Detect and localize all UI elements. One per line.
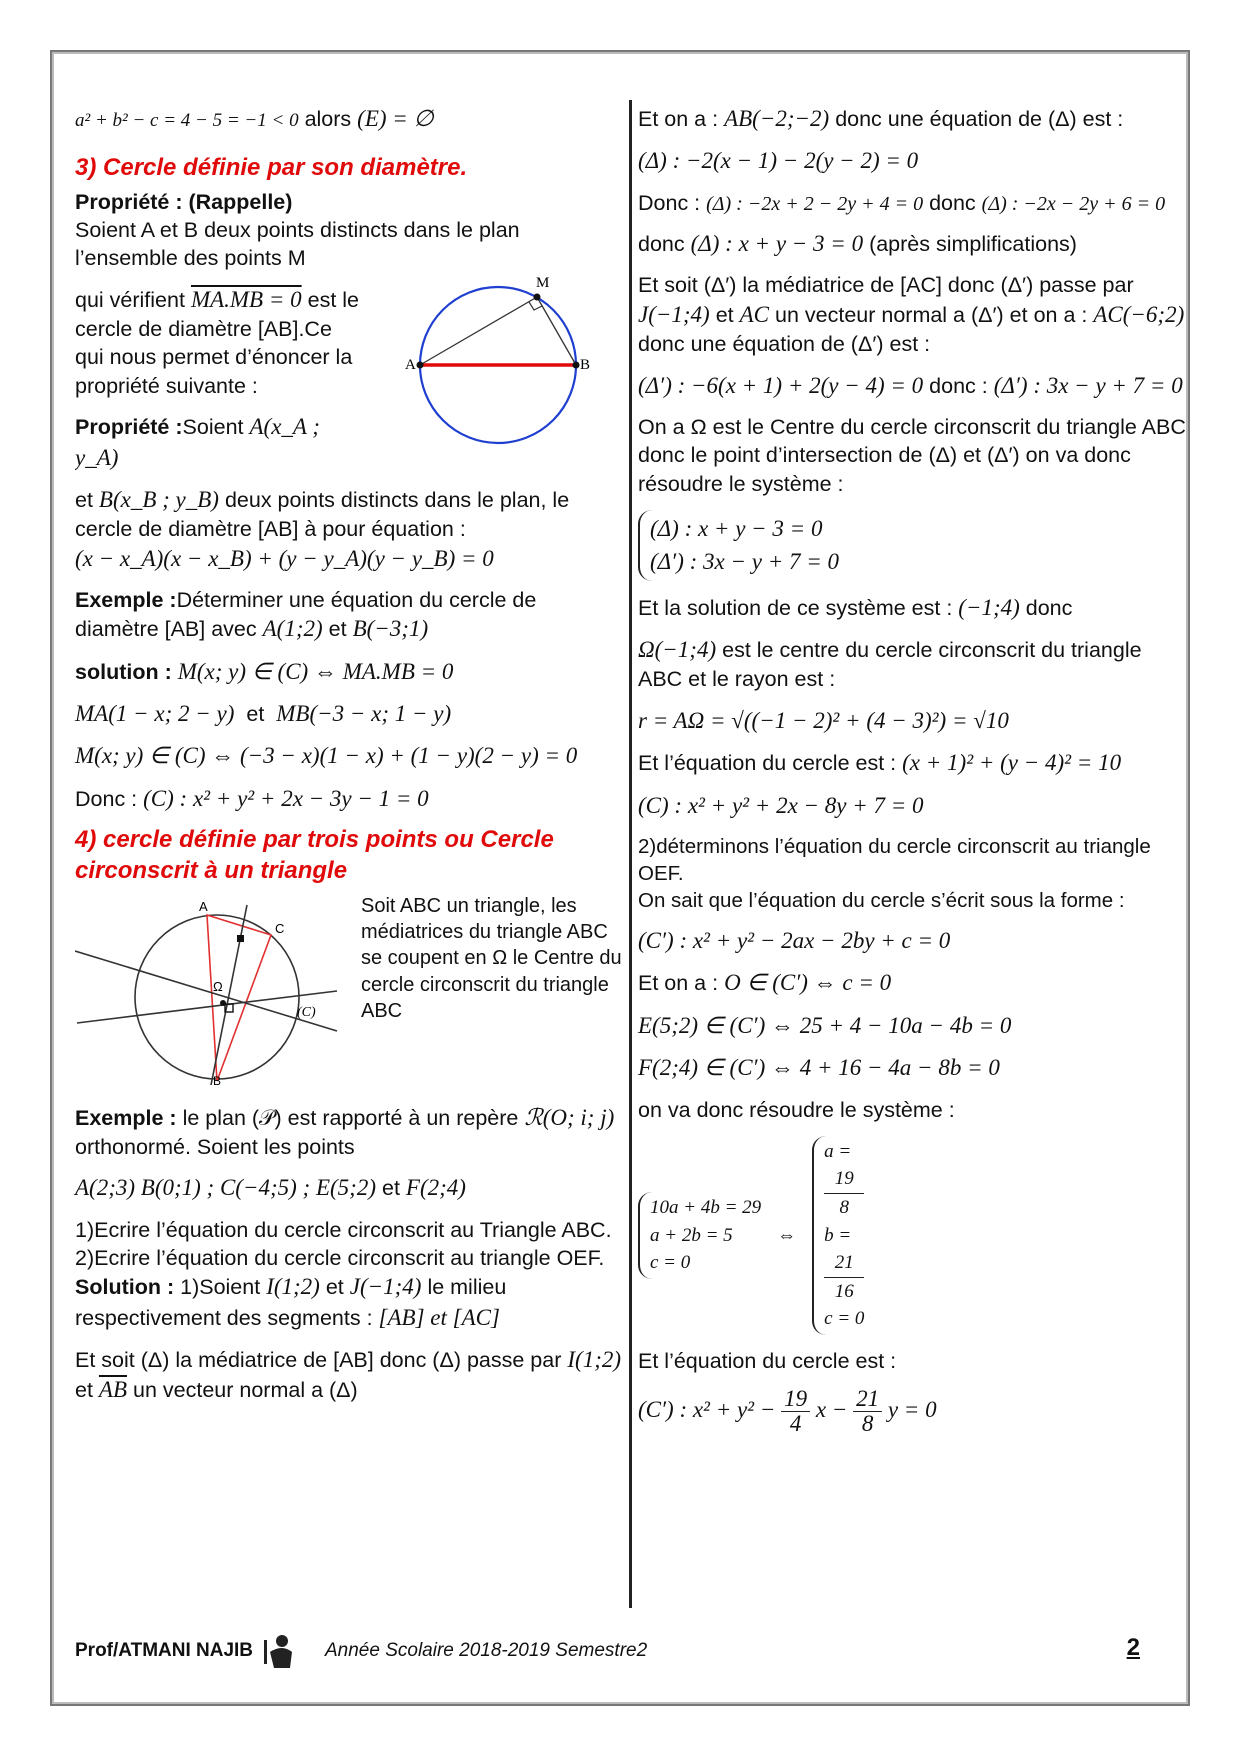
system-2-solution: a = 19 8 b = 21 16 c = 0 bbox=[812, 1136, 864, 1335]
segment-am bbox=[420, 297, 537, 365]
system-2-block: 10a + 4b = 29 a + 2b = 5 c = 0 ⇔ a = 19 8 b = 21 16 c = 0 bbox=[638, 1136, 1186, 1335]
property-text: Soient A et B deux points distincts dans le plan l’ensemble des points M bbox=[75, 217, 520, 271]
segment-mb bbox=[537, 297, 576, 365]
diameter-block: M A B qui vérifient MA.MB = 0 est le cercle de diamètre [AB].Ce qui nous permet d’énoncer la propriété suivante : Propriété :Soient A(x_A ; y_A) bbox=[75, 273, 623, 473]
label-c2: C bbox=[275, 920, 285, 936]
circumcircle-figure bbox=[75, 899, 347, 1085]
property-recall-label: Propriété : (Rappelle) bbox=[75, 189, 293, 214]
label-b: B bbox=[580, 356, 591, 373]
label-a: A bbox=[405, 356, 416, 373]
label-circle: (C) bbox=[297, 1004, 316, 1020]
author-name: Prof/ATMANI NAJIB bbox=[75, 1640, 254, 1661]
final-equation: (C′) : x² + y² − $\frac{19}{4}$ x − $\frac{21}{8}$ y = 0 bbox=[638, 1386, 937, 1437]
right-column: Et on a : AB(−2;−2) donc une équation de (Δ) est : (Δ) : −2(x − 1) − 2(y − 2) = 0 Donc : (Δ) : −2x + 2 − 2y + 4 = 0 donc (Δ) : −2x − 2y + 6 = 0 donc (Δ) : x + y − 3 = 0 (après simplifications) Et soit (Δ′) la médiatrice de [AC] donc (Δ′) passe par J(−1;4) et AC un vecteur normal a (Δ′) et on a : AC(−6;2) donc une équation de (Δ′) est : (Δ′) : −6(x + 1) + 2(y − 4) = 0 donc : (Δ′) : 3x − y + 7 = 0 On a Ω est le Centre du cercle circonscrit du triangle ABC donc le point d’intersection de (Δ) et (Δ′) on va donc résoudre le système : (Δ) : x + y − 3 = 0 (Δ′) : 3x − y + 7 = 0 Et la solution de ce système est : (−1;4) donc Ω(−1;4) est le centre du cercle circonscrit du triangle ABC et le rayon est : r = AΩ = √((−1 − 2)² + (4 − 3)²) = √10 Et l’équation du cercle est : (x + 1)² + (y − 4)² = 10 (C) : x² + y² + 2x − 8y + 7 = 0 2)déterminons l’équation du cercle circonscrit au triangle OEF. On sait que l’équation du cercle s’écrit sous la forme : (C′) : x² + y² − 2ax − 2by + c = 0 Et on a : O ∈ (C′) ⇔ c = 0 E(5;2) ∈ (C′) ⇔ 25 + 4 − 10a − 4b = 0 F(2;4) ∈ (C′) ⇔ 4 + 16 − 4a − 8b = 0 on va donc résoudre le système : 10a + 4b = 29 a + 2b = 5 c = 0 ⇔ a = 19 8 b = 21 16 c = 0 Et l’équation du cercle est : (C′) : x² + y² − $\frac{19}{4}$ x − $\frac{21}{8}$ y = 0 bbox=[638, 106, 1186, 1437]
section-3-title: 3) Cercle définie par son diamètre. bbox=[75, 154, 468, 182]
section-4-title: 4) cercle définie par trois points ou Cercle circonscrit à un triangle bbox=[75, 826, 554, 885]
author-logo-icon bbox=[260, 1632, 300, 1672]
label-m: M bbox=[536, 274, 550, 291]
label-omega: Ω bbox=[213, 978, 223, 994]
intro-line: a² + b² − c = 4 − 5 = −1 < 0 alors (E) = ∅ bbox=[75, 106, 434, 131]
left-column: a² + b² − c = 4 − 5 = −1 < 0 alors (E) = ∅ 3) Cercle définie par son diamètre. Propriété : (Rappelle) Soient A et B deux points distincts dans le plan l’ensemble des points M M A B qui vérifient MA.MB = 0 est le cercle de diamètre [AB].Ce qui nous permet d’énoncer la propriété suivante : Propriété :Soient A(x_A ; y_A) et B(x_B ; y_B) deux points distincts dans le plan, le cercle de diamètre [AB] à pour équation : (x − x_A)(x − x_B) + (y − y_A)(y − y_B) = 0 Exemple :Déterminer une équation du cercle de diamètre [AB] avec A(1;2) et B(−3;1) solution : M(x; y) ∈ (C) ⇔ MA.MB = 0 MA(1 − x; 2 − y) et MB(−3 − x; 1 − y) M(x; y) ∈ (C) ⇔ (−3 − x)(1 − x) + (1 − y)(2 − y) = 0 Donc : (C) : x² + y² + 2x − 3y − 1 = 0 4) cercle définie par trois points ou Cercle circonscrit à un triangle A C Ω (C) B Soit ABC un triangle, les médiatrices du triangle ABC se coupent en Ω le Centre du cercle circonscrit du triangle ABC Exemple : le plan (𝒫) est rapporté à un repère ℛ(O; i; j) orthonormé. Soient les points A(2;3) B(0;1) ; C(−4;5) ; E(5;2) et F(2;4) 1)Ecrire l’équation du cercle circonscrit au Triangle ABC. 2)Ecrire l’équation du cercle circonscrit au triangle OEF. Solution : 1)Soient I(1;2) et J(−1;4) le milieu respectivement des segments : [AB] et [AC] Et soit (Δ) la médiatrice de [AB] donc (Δ) passe par I(1;2) et $\overline{AB}$ un vecteur normal a (Δ) bbox=[75, 106, 622, 1403]
label-a2: A bbox=[199, 898, 208, 914]
label-b2: B bbox=[213, 1073, 222, 1085]
column-divider bbox=[629, 100, 632, 1608]
diameter-equation: (x − x_A)(x − x_B) + (y − y_A)(y − y_B) = 0 bbox=[75, 545, 494, 571]
page-number: 2 bbox=[1126, 1634, 1140, 1661]
diameter-circle-figure bbox=[373, 273, 623, 453]
system-1: (Δ) : x + y − 3 = 0 (Δ′) : 3x − y + 7 = 0 bbox=[638, 510, 839, 581]
circumcircle-block: A C Ω (C) B Soit ABC un triangle, les médiatrices du triangle ABC se coupent en Ω le Centre du cercle circonscrit du triangle ABC bbox=[75, 893, 623, 1085]
system-2: 10a + 4b = 29 a + 2b = 5 c = 0 bbox=[638, 1192, 761, 1279]
page-footer bbox=[75, 1632, 1140, 1672]
school-year: Année Scolaire 2018-2019 Semestre2 bbox=[325, 1640, 648, 1661]
